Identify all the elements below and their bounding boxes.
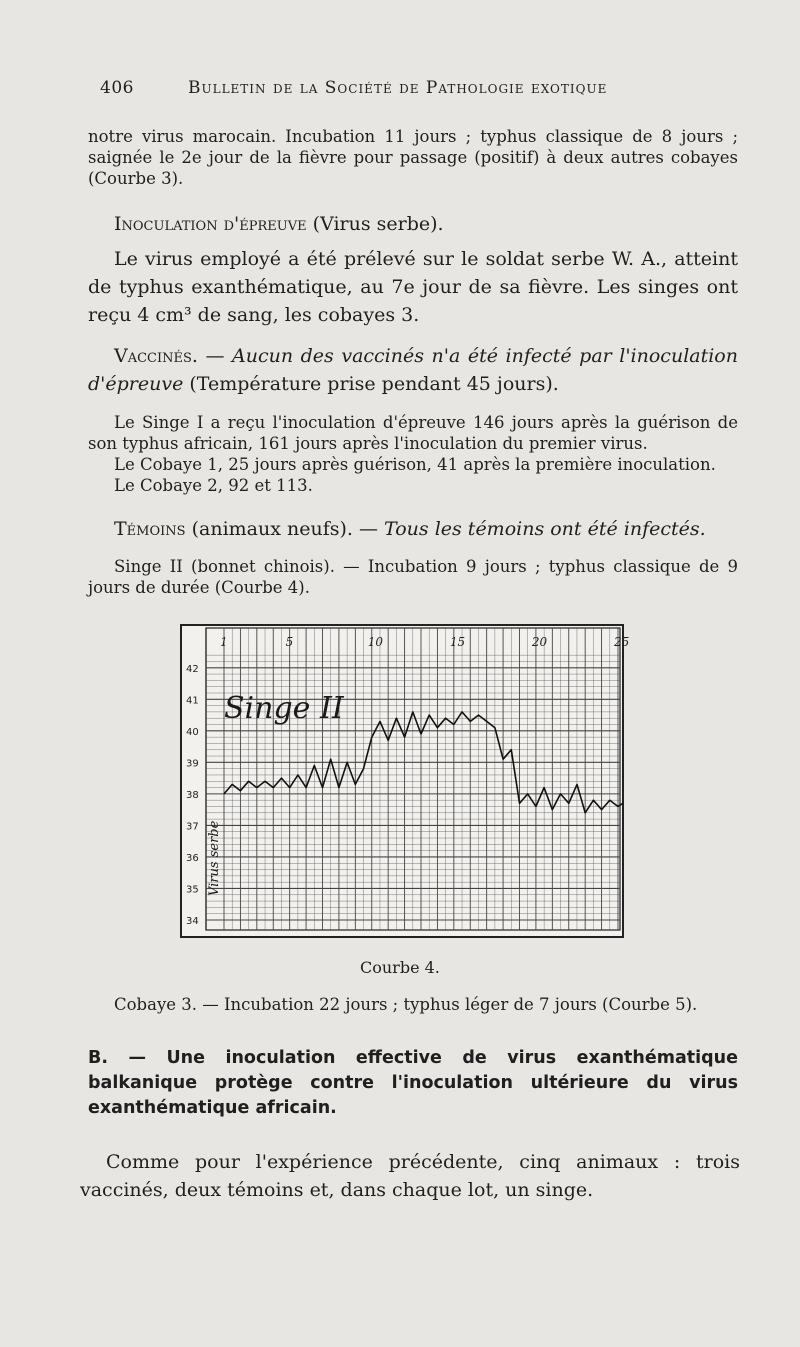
paragraph-last [80, 1148, 740, 1204]
temperature-chart-svg [180, 624, 630, 938]
section-b-heading [88, 1046, 738, 1121]
y-tick-label: 39 [186, 758, 199, 770]
paragraph-singe-2 [88, 556, 738, 598]
para-2: Le virus employé a été prélevé sur le soldat serbe W. A., atteint de typhus exanthématique, au 7e jour de sa fièvre. Les singes ont reçu 4 cm³ de sang, les cobayes 3. [88, 248, 738, 326]
y-tick-label: 35 [186, 884, 199, 896]
x-tick-label: 20 [531, 635, 548, 649]
singe-2-text: Singe II (bonnet chinois). — Incubation 9 jours ; typhus classique de 9 jours de durée (Courbe 4). [88, 557, 738, 597]
paragraph-cobaye-3 [88, 994, 738, 1015]
y-tick-label: 38 [186, 789, 199, 801]
vaccines-dash: — [197, 345, 233, 367]
para-1: notre virus marocain. Incubation 11 jours ; typhus classique de 8 jours ; saignée le 2e jour de la fièvre pour passage (positif) à deux autres cobayes (Courbe 3). [88, 127, 738, 188]
y-tick-label: 42 [186, 663, 199, 675]
small-note-2: Le Cobaye 1, 25 jours après guérison, 41 après la première inoculation. [114, 455, 716, 474]
small-note-block [88, 412, 738, 496]
x-tick-label: 5 [285, 635, 294, 649]
y-tick-label: 36 [186, 852, 199, 864]
temperature-chart [180, 624, 630, 938]
inoculation-heading-label: Inoculation d'épreuve [114, 213, 307, 235]
chart-frame [181, 625, 623, 937]
figure-caption: Courbe 4. [360, 958, 440, 977]
x-tick-label: 25 [614, 635, 630, 649]
paragraph-continuation [88, 126, 738, 189]
y-tick-label: 37 [186, 821, 199, 833]
temoins-italic: Tous les témoins ont été infectés. [384, 518, 706, 540]
y-tick-label: 40 [186, 726, 199, 738]
temoins-rest: (animaux neufs). — [185, 518, 385, 540]
vaccines-italic: Aucun des vaccinés n'a été infecté par l'inoculation d'épreuve [88, 345, 738, 395]
temoins-label: Témoins [114, 518, 186, 540]
inoculation-heading [88, 210, 738, 238]
small-note-1: Le Singe I a reçu l'inoculation d'épreuve 146 jours après la guérison de son typhus africain, 161 jours après l'inoculation du premier virus. [88, 413, 738, 453]
inoculation-heading-rest: (Virus serbe). [312, 213, 444, 235]
y-tick-label: 34 [186, 916, 199, 927]
vaccines-rest: (Température prise pendant 45 jours). [183, 373, 559, 395]
cobaye-3-text: Cobaye 3. — Incubation 22 jours ; typhus léger de 7 jours (Courbe 5). [114, 995, 698, 1014]
small-note-3: Le Cobaye 2, 92 et 113. [114, 476, 313, 495]
paragraph-virus [88, 245, 738, 329]
x-tick-label: 1 [220, 635, 228, 649]
x-tick-label: 15 [449, 635, 466, 649]
last-para: Comme pour l'expérience précédente, cinq animaux : trois vaccinés, deux témoins et, dans chaque lot, un singe. [80, 1151, 740, 1201]
vaccines-label: Vaccinés. [114, 345, 198, 367]
side-label: Virus serbe [207, 820, 222, 896]
y-tick-label: 41 [186, 695, 199, 707]
x-tick-label: 10 [367, 635, 384, 649]
chart-title: Singe II [224, 691, 344, 726]
paragraph-vaccines [88, 342, 738, 398]
paragraph-temoins [88, 515, 738, 543]
page-number: 406 [100, 78, 134, 98]
section-b-text: B. — Une inoculation effective de virus exanthématique balkanique protège contre l'inoculation ultérieure du virus exanthématique africain. [88, 1048, 738, 1118]
journal-title: Bulletin de la Société de Pathologie exotique [188, 78, 608, 98]
